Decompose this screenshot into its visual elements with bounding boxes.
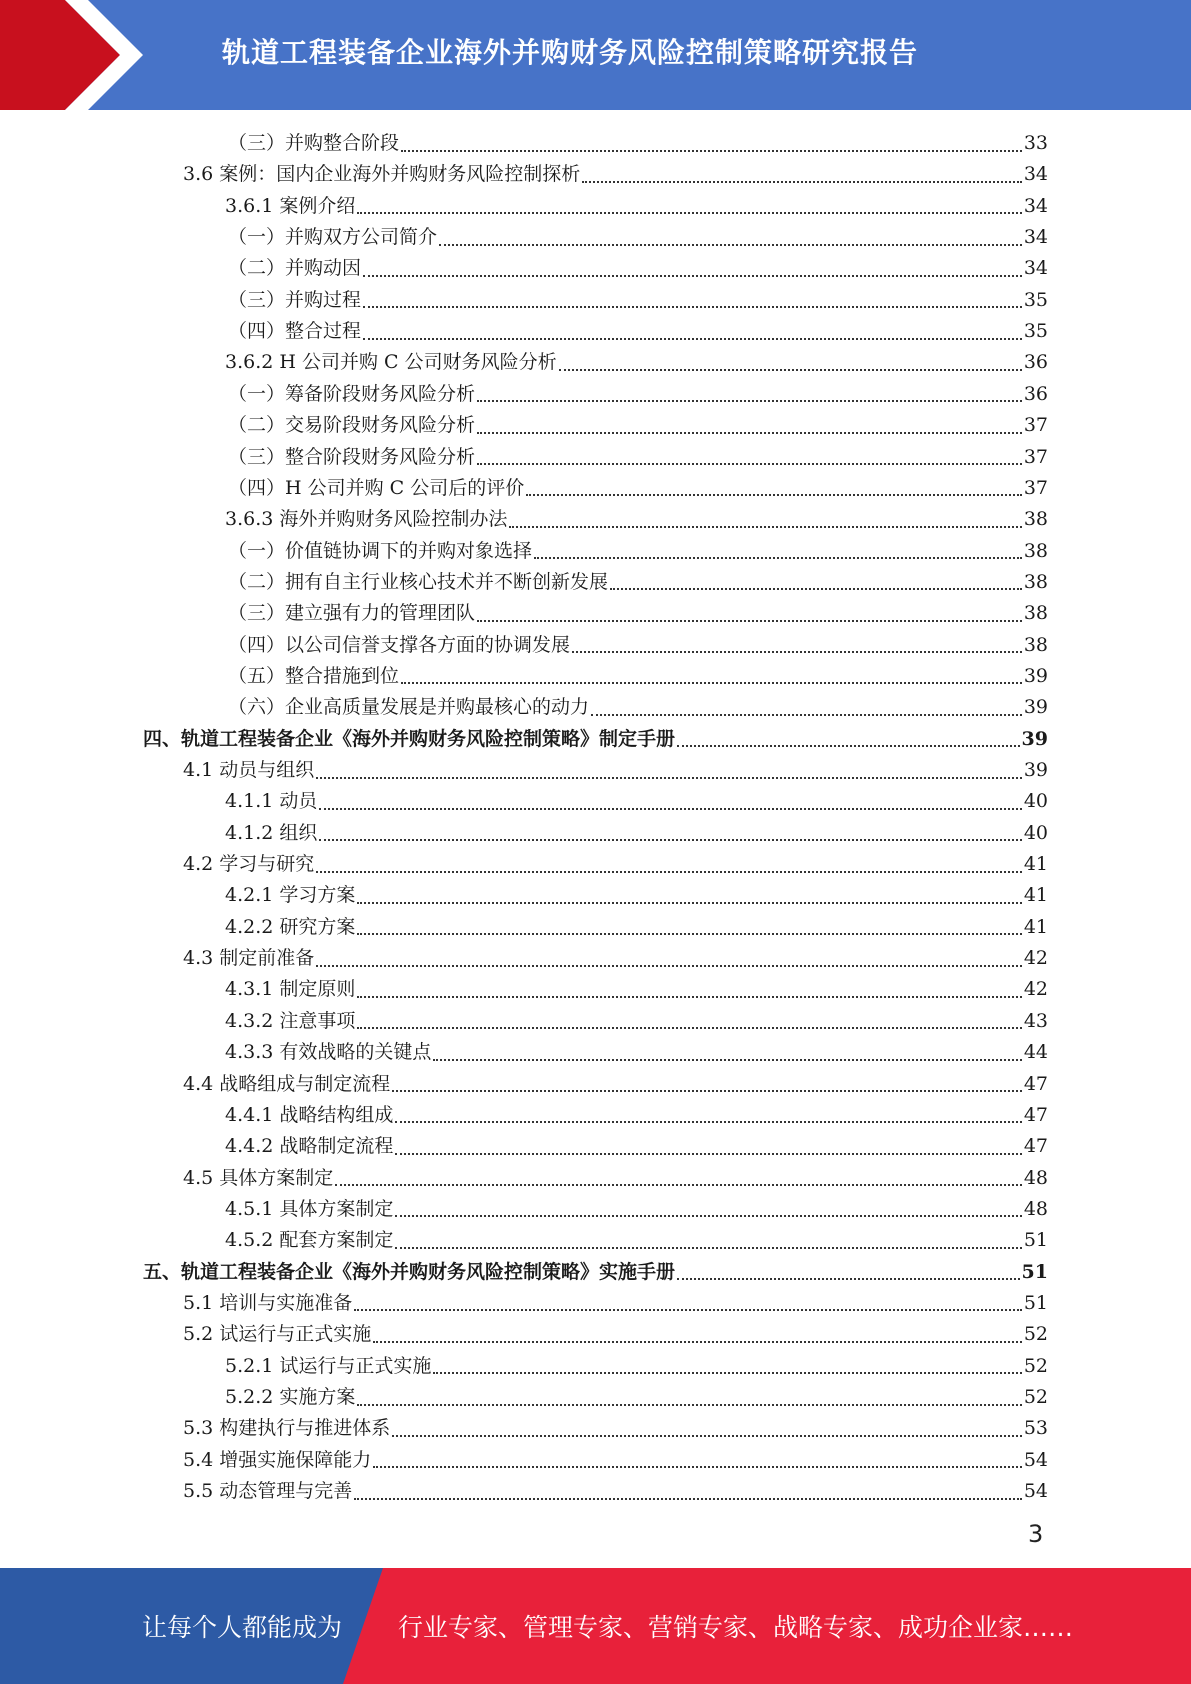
page-footer [0,1568,1191,1684]
toc-entry-page: 52 [1023,1323,1048,1346]
toc-leader-dots [363,275,1022,277]
toc-entry[interactable] [225,1037,1048,1068]
toc-entry-page: 34 [1023,194,1048,217]
toc-entry-title: 3.6 案例：国内企业海外并购财务风险控制探析 [183,163,581,186]
toc-entry[interactable] [228,285,1048,316]
toc-leader-dots [316,965,1022,967]
toc-leader-dots [395,1247,1021,1249]
toc-entry[interactable] [183,1445,1048,1476]
toc-entry[interactable] [228,598,1048,629]
document-title: 轨道工程装备企业海外并购财务风险控制策略研究报告 [222,36,919,69]
toc-entry[interactable] [228,442,1048,473]
toc-entry[interactable] [228,410,1048,441]
toc-entry[interactable] [228,379,1048,410]
toc-entry-title: 3.6.2 H 公司并购 C 公司财务风险分析 [225,351,557,374]
toc-entry-page: 47 [1023,1135,1048,1158]
toc-entry-page: 41 [1023,853,1048,876]
toc-entry[interactable] [143,724,1048,755]
toc-entry[interactable] [228,316,1048,347]
toc-entry-title: 五、轨道工程装备企业《海外并购财务风险控制策略》实施手册 [143,1260,676,1283]
toc-entry[interactable] [225,786,1048,817]
toc-entry-title: （六）企业高质量发展是并购最核心的动力 [228,696,590,719]
toc-entry[interactable] [183,1319,1048,1350]
toc-entry-page: 47 [1023,1072,1048,1095]
toc-entry-title: 4.2.1 学习方案 [225,884,356,907]
toc-entry-title: 4.1.2 组织 [225,821,318,844]
toc-entry-page: 48 [1023,1166,1048,1189]
toc-entry-page: 34 [1023,163,1048,186]
toc-entry-page: 38 [1023,633,1048,656]
toc-entry-title: 4.2.2 研究方案 [225,915,356,938]
footer-tagline: 行业专家、管理专家、营销专家、战略专家、成功企业家…… [398,1613,1074,1642]
toc-leader-dots [357,212,1021,214]
toc-leader-dots [509,526,1021,528]
toc-leader-dots [526,494,1022,496]
toc-entry-page: 34 [1023,257,1048,280]
toc-entry[interactable] [225,1100,1048,1131]
toc-entry[interactable] [183,755,1048,786]
toc-leader-dots [357,902,1021,904]
toc-leader-dots [392,1435,1022,1437]
toc-leader-dots [591,714,1022,716]
toc-entry[interactable] [228,473,1048,504]
toc-entry-page: 54 [1023,1448,1048,1471]
toc-entry-title: 5.2 试运行与正式实施 [183,1323,372,1346]
toc-entry[interactable] [225,974,1048,1005]
toc-entry-title: 4.5.2 配套方案制定 [225,1229,394,1252]
toc-leader-dots [354,1309,1022,1311]
page-header [0,0,1191,110]
toc-leader-dots [559,369,1022,371]
toc-entry-page: 52 [1023,1386,1048,1408]
toc-entry-page: 53 [1023,1417,1048,1440]
toc-entry-title: （三）整合阶段财务风险分析 [228,445,476,468]
toc-entry-title: （三）建立强有力的管理团队 [228,602,476,625]
toc-leader-dots [363,306,1022,308]
toc-entry-page: 36 [1023,351,1048,374]
toc-entry-title: 5.4 增强实施保障能力 [183,1448,372,1471]
toc-entry[interactable] [183,849,1048,880]
toc-entry-title: 4.2 学习与研究 [183,853,315,876]
toc-leader-dots [610,588,1022,590]
toc-entry-page: 51 [1021,1260,1048,1283]
toc-entry[interactable] [225,1131,1048,1162]
toc-entry-title: 5.3 构建执行与推进体系 [183,1417,391,1440]
toc-entry[interactable] [228,630,1048,661]
toc-leader-dots [677,1278,1020,1280]
toc-entry-page: 37 [1023,445,1048,468]
toc-entry-title: （四）以公司信誉支撑各方面的协调发展 [228,633,571,656]
toc-entry-title: 4.4.2 战略制定流程 [225,1135,394,1158]
toc-entry-page: 41 [1023,884,1048,907]
toc-entry[interactable] [183,1163,1048,1194]
toc-entry-title: （四）整合过程 [228,320,362,343]
toc-entry-page: 40 [1023,821,1048,844]
toc-entry[interactable] [183,159,1048,190]
toc-entry-page: 38 [1023,602,1048,625]
toc-leader-dots [477,463,1022,465]
toc-entry-title: （二）交易阶段财务风险分析 [228,414,476,437]
toc-entry-page: 39 [1023,664,1048,687]
toc-entry-page: 42 [1023,978,1048,1001]
toc-entry-page: 37 [1023,414,1048,437]
toc-leader-dots [357,1404,1021,1406]
toc-entry-title: 4.5.1 具体方案制定 [225,1197,394,1220]
toc-entry[interactable] [225,912,1048,943]
toc-entry-page: 33 [1023,132,1048,154]
toc-entry[interactable] [183,1069,1048,1100]
toc-leader-dots [395,1215,1021,1217]
toc-leader-dots [373,1466,1022,1468]
toc-entry[interactable] [225,818,1048,849]
toc-entry[interactable] [225,1351,1048,1382]
toc-entry-page: 41 [1023,915,1048,938]
toc-leader-dots [392,1090,1022,1092]
toc-entry-page: 38 [1023,570,1048,593]
toc-entry-page: 37 [1023,476,1048,499]
toc-leader-dots [582,181,1022,183]
toc-entry[interactable] [225,1006,1048,1037]
toc-entry-page: 44 [1023,1041,1048,1064]
toc-leader-dots [477,620,1022,622]
toc-entry-title: （三）并购过程 [228,288,362,311]
toc-leader-dots [395,1121,1021,1123]
toc-entry[interactable] [225,1194,1048,1225]
toc-entry-title: 3.6.3 海外并购财务风险控制办法 [225,508,508,531]
toc-entry-page: 39 [1021,727,1048,750]
toc-entry[interactable] [228,567,1048,598]
toc-entry[interactable] [225,1382,1048,1413]
toc-entry-title: （二）并购动因 [228,257,362,280]
toc-entry[interactable] [225,504,1048,535]
toc-entry-page: 35 [1023,320,1048,343]
toc-entry[interactable] [183,943,1048,974]
toc-entry-page: 54 [1023,1480,1048,1503]
toc-entry-title: （一）并购双方公司简介 [228,226,438,249]
toc-leader-dots [319,839,1021,841]
toc-entry-page: 47 [1023,1103,1048,1126]
toc-entry-title: 四、轨道工程装备企业《海外并购财务风险控制策略》制定手册 [143,727,676,750]
toc-leader-dots [477,432,1022,434]
toc-entry-title: （五）整合措施到位 [228,664,400,687]
toc-entry-title: 4.3.3 有效战略的关键点 [225,1041,432,1064]
toc-leader-dots [363,338,1022,340]
toc-entry-title: 4.3.1 制定原则 [225,978,356,1001]
toc-entry-title: （一）价值链协调下的并购对象选择 [228,539,533,562]
toc-leader-dots [357,996,1021,998]
toc-entry-title: 5.1 培训与实施准备 [183,1291,353,1314]
toc-entry[interactable] [225,347,1048,378]
toc-leader-dots [677,745,1020,747]
toc-entry-title: 4.5 具体方案制定 [183,1166,334,1189]
toc-leader-dots [433,1059,1021,1061]
footer-slogan: 让每个人都能成为 [142,1613,343,1642]
toc-entry[interactable] [228,253,1048,284]
toc-leader-dots [401,682,1022,684]
toc-entry-title: （一）筹备阶段财务风险分析 [228,382,476,405]
toc-leader-dots [357,933,1021,935]
toc-entry-title: 4.1.1 动员 [225,790,318,813]
toc-entry-title: 4.3.2 注意事项 [225,1009,356,1032]
toc-leader-dots [401,150,1022,152]
toc-entry-page: 38 [1023,539,1048,562]
toc-entry-title: （四）H 公司并购 C 公司后的评价 [228,476,525,499]
toc-entry-page: 52 [1023,1354,1048,1377]
toc-entry[interactable] [225,1225,1048,1256]
toc-leader-dots [433,1372,1021,1374]
toc-entry-page: 36 [1023,382,1048,405]
toc-entry-title: （三）并购整合阶段 [228,132,400,154]
toc-entry[interactable] [228,536,1048,567]
toc-entry[interactable] [228,128,1048,159]
toc-entry[interactable] [228,222,1048,253]
toc-leader-dots [373,1341,1022,1343]
toc-entry-page: 48 [1023,1197,1048,1220]
toc-leader-dots [395,1153,1021,1155]
toc-entry-title: （二）拥有自主行业核心技术并不断创新发展 [228,570,609,593]
toc-entry-page: 38 [1023,508,1048,531]
toc-leader-dots [316,777,1022,779]
toc-entry[interactable] [225,191,1048,222]
toc-entry-page: 42 [1023,947,1048,970]
toc-leader-dots [534,557,1022,559]
toc-entry-page: 43 [1023,1009,1048,1032]
toc-entry-page: 39 [1023,759,1048,781]
toc-entry-page: 51 [1023,1229,1048,1252]
toc-leader-dots [319,808,1021,810]
toc-entry-page: 39 [1023,696,1048,719]
toc-entry[interactable] [183,1288,1048,1319]
toc-entry-title: 4.4 战略组成与制定流程 [183,1072,391,1095]
toc-entry-page: 51 [1023,1291,1048,1314]
toc-entry[interactable] [228,661,1048,692]
toc-leader-dots [316,871,1022,873]
toc-entry[interactable] [183,1476,1048,1507]
toc-entry-page: 34 [1023,226,1048,249]
toc-leader-dots [335,1184,1022,1186]
toc-entry-title: 4.3 制定前准备 [183,947,315,970]
toc-leader-dots [354,1498,1022,1500]
toc-leader-dots [357,1027,1021,1029]
toc-entry[interactable] [228,692,1048,723]
toc-entry-title: 5.2.1 试运行与正式实施 [225,1354,432,1377]
page-number: 3 [1028,1520,1044,1548]
toc-entry-title: 5.2.2 实施方案 [225,1386,356,1408]
toc-entry-title: 4.4.1 战略结构组成 [225,1103,394,1126]
toc-entry[interactable] [183,1413,1048,1444]
toc-entry-title: 5.5 动态管理与完善 [183,1480,353,1503]
toc-leader-dots [477,400,1022,402]
toc-leader-dots [572,651,1022,653]
toc-entry[interactable] [143,1257,1048,1288]
toc-entry-title: 3.6.1 案例介绍 [225,194,356,217]
toc-leader-dots [439,244,1022,246]
toc-entry-title: 4.1 动员与组织 [183,759,315,781]
toc-entry-page: 40 [1023,790,1048,813]
toc-entry-page: 35 [1023,288,1048,311]
toc-entry[interactable] [225,880,1048,911]
